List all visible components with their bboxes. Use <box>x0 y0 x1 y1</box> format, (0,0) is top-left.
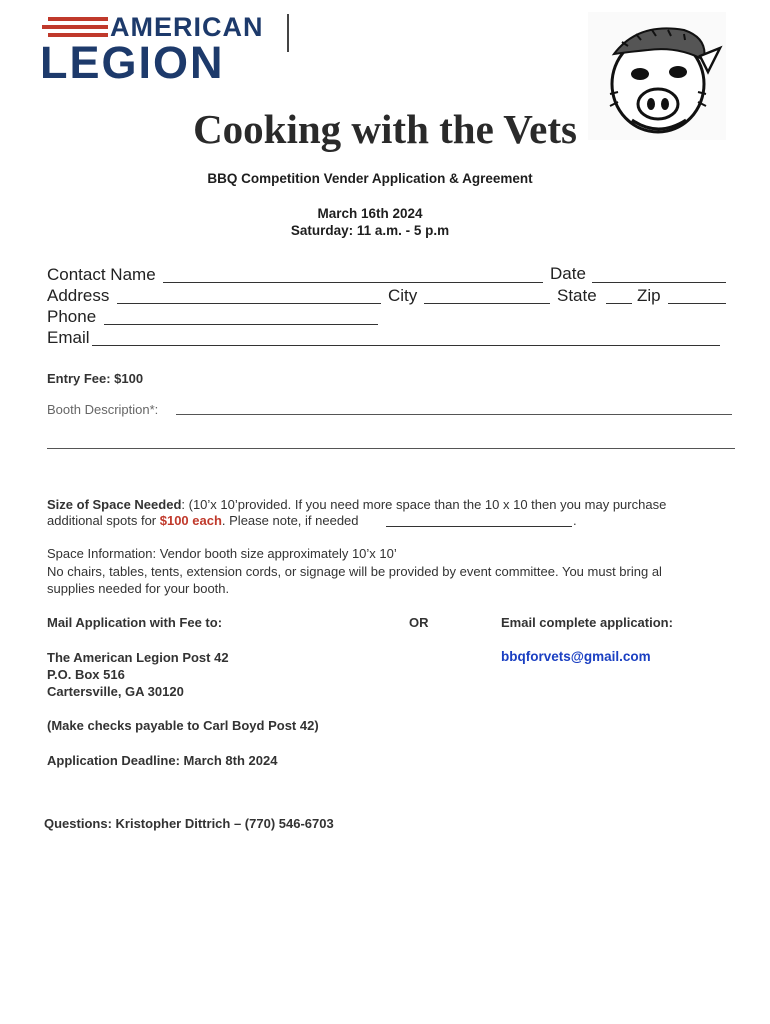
event-date: March 16th 2024 <box>317 206 423 221</box>
booth-description-field[interactable] <box>176 414 732 415</box>
mail-heading: Mail Application with Fee to: <box>47 615 223 630</box>
zip-field[interactable] <box>668 303 726 304</box>
zip-label: Zip <box>637 286 661 305</box>
phone-label: Phone <box>47 307 97 326</box>
event-time: Saturday: 11 a.m. - 5 p.m <box>290 223 450 238</box>
email-label: Email <box>47 328 90 347</box>
page-title: Cooking with the Vets <box>193 106 577 152</box>
questions-contact: Questions: Kristopher Dittrich – (770) 546-6703 <box>44 816 334 831</box>
booth-description-label: Booth Description*: <box>47 402 159 417</box>
space-info-line3: supplies needed for your booth. <box>47 581 230 596</box>
contact-email-link[interactable]: bbqforvets@gmail.com <box>501 649 651 664</box>
size-line2 <box>47 513 359 528</box>
application-deadline: Application Deadline: March 8th 2024 <box>47 753 278 768</box>
date-label: Date <box>550 264 586 283</box>
size-text3: . Please note, if needed <box>221 513 359 528</box>
extra-spots-field[interactable] <box>386 526 572 527</box>
logo-text-american: AMERICAN <box>110 12 264 42</box>
size-line1 <box>47 497 666 512</box>
size-text4: . <box>573 513 577 528</box>
size-text2: additional spots for <box>47 513 160 528</box>
contact-name-label: Contact Name <box>47 265 156 284</box>
page-subtitle: BBQ Competition Vender Application & Agreement <box>207 171 533 186</box>
space-info-line1: Space Information: Vendor booth size approximately 10’x 10’ <box>47 546 397 561</box>
state-label: State <box>557 286 597 305</box>
mail-address-line3: Cartersville, GA 30120 <box>47 684 184 699</box>
booth-description-field-line2[interactable] <box>47 448 735 449</box>
email-field[interactable] <box>92 345 720 346</box>
size-label: Size of Space Needed <box>47 497 182 512</box>
checks-note: (Make checks payable to Carl Boyd Post 42) <box>47 718 319 733</box>
phone-field[interactable] <box>104 324 378 325</box>
or-label: OR <box>409 615 429 630</box>
space-info-line2: No chairs, tables, tents, extension cords, or signage will be provided by event committee. You must bring al <box>47 564 662 579</box>
address-label: Address <box>47 286 110 305</box>
date-field[interactable] <box>592 282 726 283</box>
contact-name-field[interactable] <box>163 282 543 283</box>
size-price: $100 each <box>159 513 222 528</box>
mail-address-line1: The American Legion Post 42 <box>47 650 229 665</box>
city-field[interactable] <box>424 303 550 304</box>
size-text1: : (10’x 10’provided. If you need more space than the 10 x 10 then you may purchase <box>181 497 667 512</box>
mail-address-line2: P.O. Box 516 <box>47 667 125 682</box>
entry-fee: Entry Fee: $100 <box>47 371 144 386</box>
email-heading: Email complete application: <box>501 615 673 630</box>
address-field[interactable] <box>117 303 381 304</box>
logo-text-legion: LEGION <box>40 37 225 88</box>
logo-divider <box>287 14 289 52</box>
city-label: City <box>388 286 418 305</box>
state-field[interactable] <box>606 303 632 304</box>
flag-stripes-icon <box>42 17 108 39</box>
